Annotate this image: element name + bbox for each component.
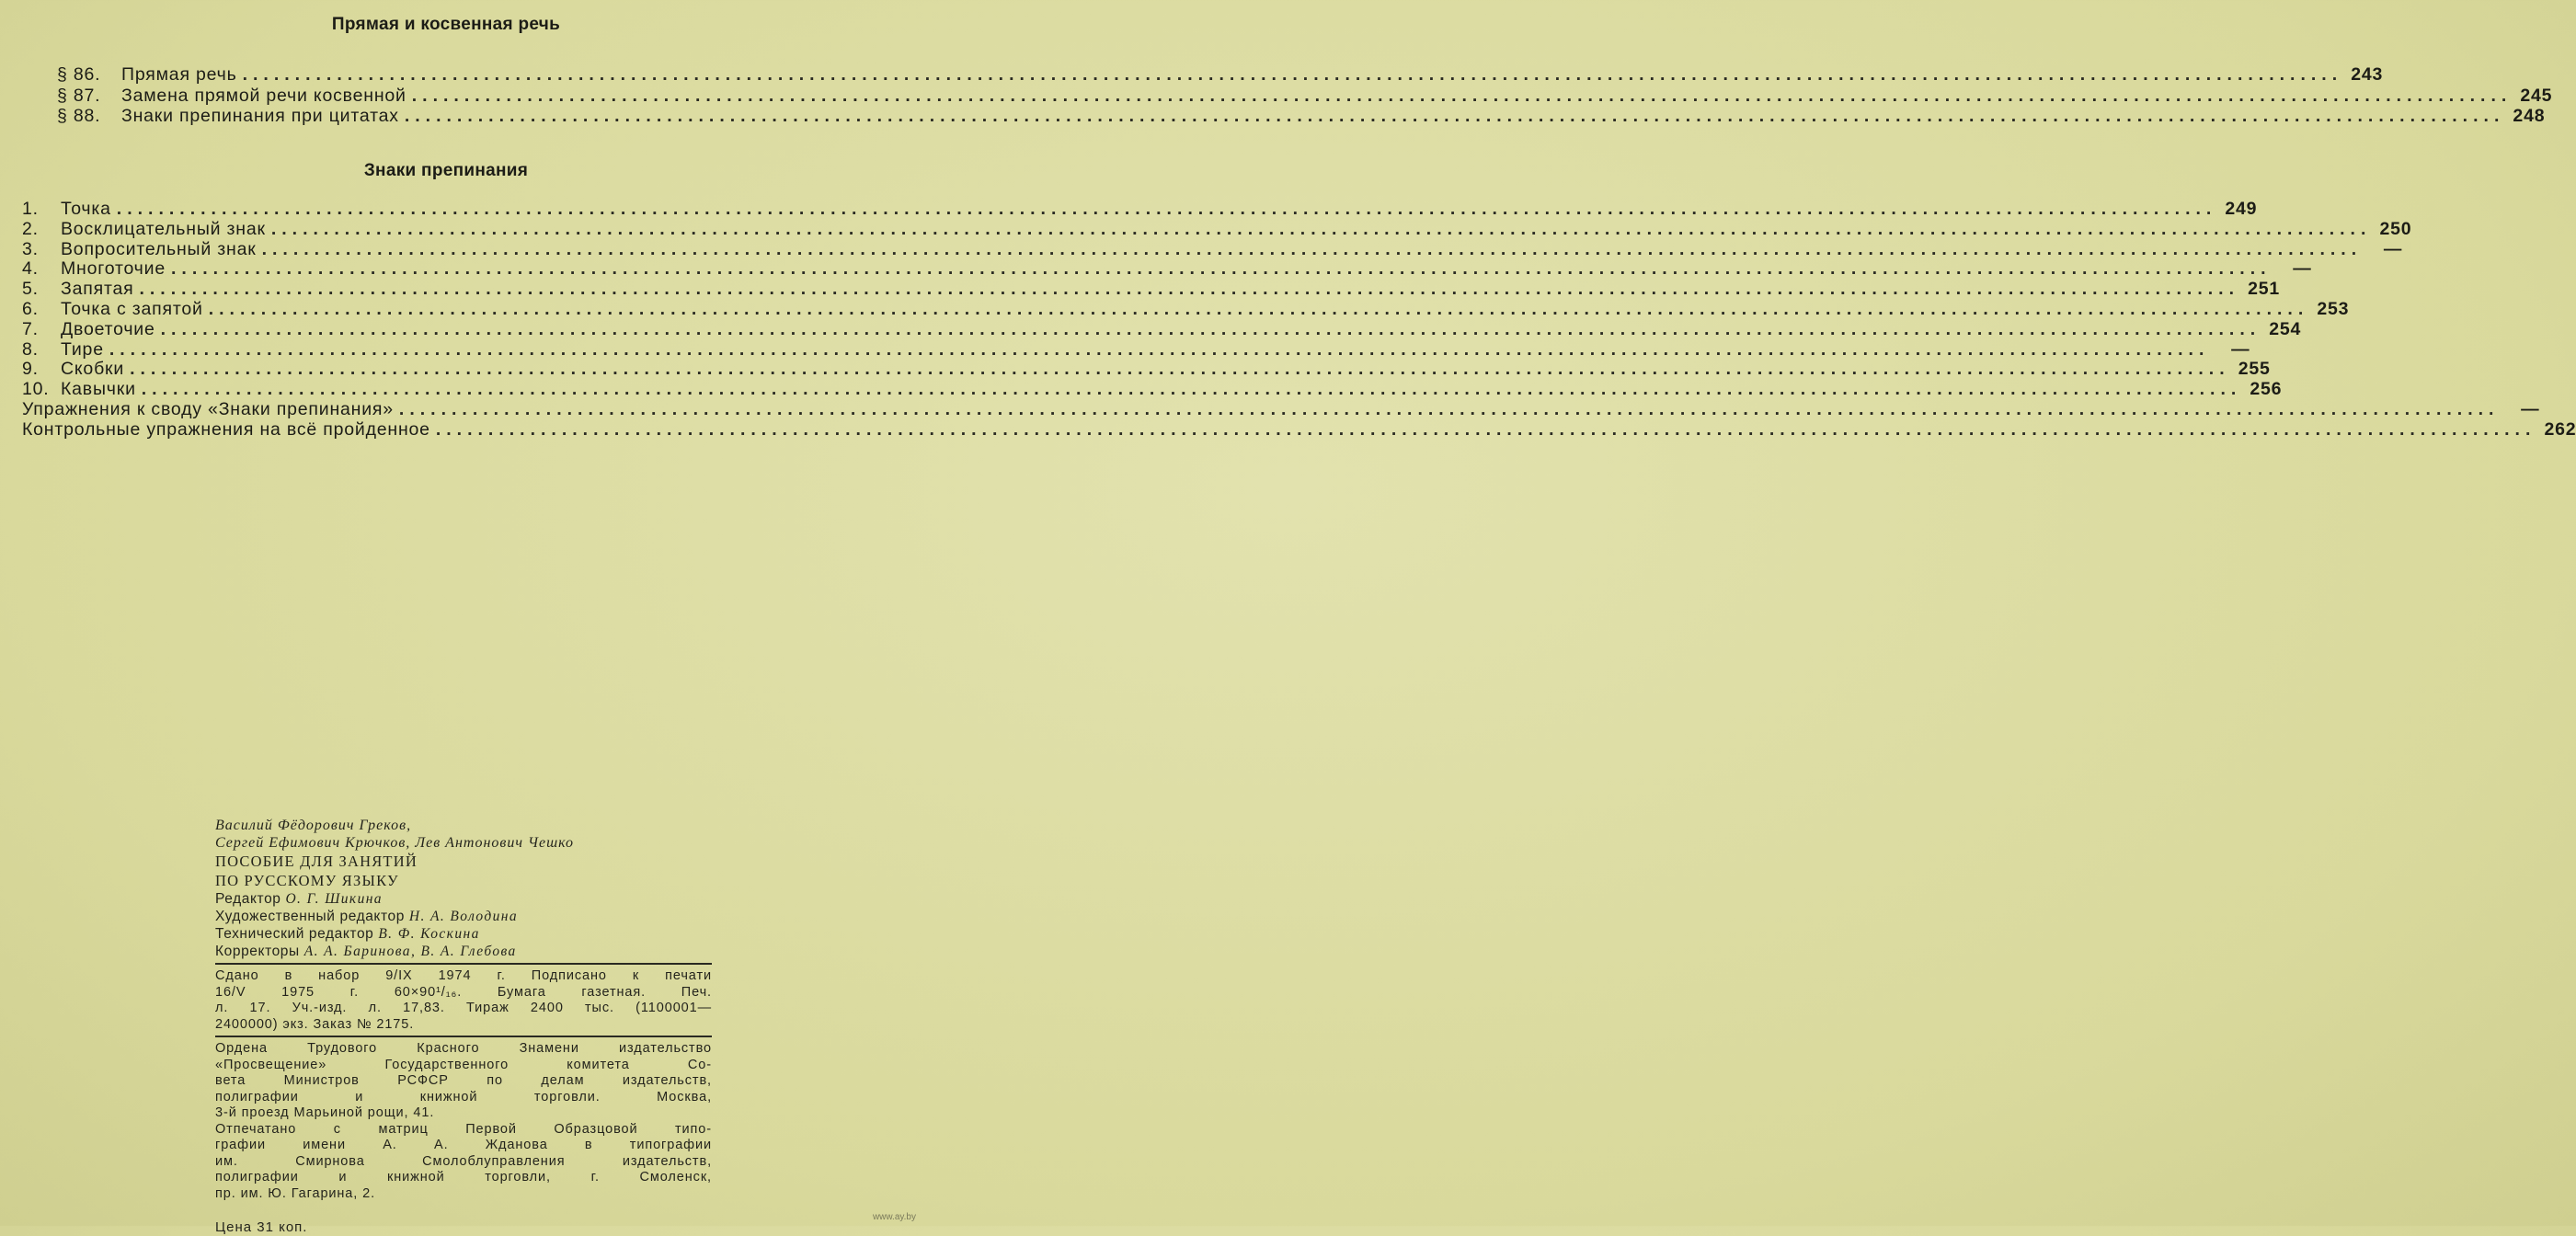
toc-entry-number: 2.	[22, 218, 39, 239]
toc-entry	[22, 298, 2350, 320]
colophon	[215, 817, 712, 1236]
toc-entry-number: 5.	[22, 279, 39, 300]
toc-leader-dots: ........................................................................................................................................................................................................	[139, 279, 2240, 300]
section-title-punctuation: Знаки препинания	[363, 161, 529, 180]
toc-entry-title: Замена прямой речи косвенной	[121, 85, 406, 106]
toc-leader-dots: ........................................................................................................................................................................................................	[261, 238, 2363, 259]
correctors-names: А. А. Баринова, В. А. Глебова	[303, 944, 517, 959]
colophon-text-line: л. 17. Уч.-изд. л. 17,83. Тираж 2400 тыс. (1100001—	[215, 1001, 712, 1015]
toc-leader-dots: ........................................................................................................................................................................................................	[160, 318, 2261, 339]
toc-entry	[22, 318, 2302, 340]
toc-entry-title: Вопросительный знак	[61, 238, 257, 259]
editor-role: Редактор	[215, 891, 281, 907]
toc-leader-dots: ........................................................................................................................................................................................................	[130, 359, 2230, 380]
colophon-text-line: «Просвещение» Государственного комитета Со-	[215, 1057, 712, 1072]
toc-entry-title: Многоточие	[61, 258, 166, 280]
toc-leader-dots: ........................................................................................................................................................................................................	[411, 85, 2513, 106]
toc-entry-number: 4.	[22, 258, 39, 280]
toc-entry-page: 255	[2238, 359, 2271, 380]
toc-entry-number: § 88.	[57, 106, 101, 126]
book-title-line-1: ПОСОБИЕ ДЛЯ ЗАНЯТИЙ	[215, 853, 418, 870]
divider-rule	[215, 963, 712, 965]
watermark: www.ay.by	[872, 1212, 916, 1222]
toc-entry-title: Точка	[61, 199, 111, 219]
toc-entry	[22, 359, 2271, 380]
toc-entry-page: —	[2293, 258, 2312, 280]
toc-entry-number: 9.	[22, 359, 39, 380]
colophon-text-line: вета Министров РСФСР по делам издательств,	[215, 1073, 712, 1088]
toc-entry-title: Тире	[61, 338, 104, 360]
toc-leader-dots: ........................................................................................................................................................................................................	[170, 258, 2272, 280]
toc-entry	[57, 64, 2384, 86]
tech-editor-line	[215, 925, 712, 943]
toc-entry-number: 7.	[22, 318, 39, 339]
toc-leader-dots: ........................................................................................................................................................................................................	[270, 218, 2372, 239]
toc-list-punctuation	[22, 199, 2576, 441]
book-title-line-2: ПО РУССКОМУ ЯЗЫКУ	[215, 872, 399, 889]
toc-entry-title: Прямая речь	[121, 64, 237, 85]
toc-entry-title: Знаки препинания при цитатах	[121, 106, 399, 126]
art-editor-name: Н. А. Володина	[408, 909, 518, 924]
correctors-role: Корректоры	[215, 944, 300, 959]
toc-entry-page: 243	[2351, 64, 2384, 85]
toc-entry-number: § 86.	[57, 64, 101, 85]
toc-entry-title: Точка с запятой	[61, 298, 203, 319]
toc-entry	[57, 85, 2553, 107]
toc-leader-dots: ........................................................................................................................................................................................................	[141, 379, 2242, 400]
toc-entry-page: —	[2521, 398, 2540, 419]
toc-entry-page: —	[2383, 238, 2403, 259]
author-line-2: Сергей Ефимович Крючков, Лев Антонович Чешко	[215, 835, 575, 851]
toc-entry-page: 256	[2250, 379, 2283, 400]
colophon-text-line: графии имени А. А. Жданова в типографии	[215, 1138, 712, 1152]
toc-list-direct-speech	[57, 64, 2553, 127]
toc-entry-page: —	[2231, 338, 2250, 360]
print-data-block	[215, 968, 712, 1033]
art-editor-role: Художественный редактор	[215, 909, 405, 924]
toc-entry-title: Контрольные упражнения на всё пройденное	[22, 418, 430, 440]
tech-editor-name: В. Ф. Коскина	[378, 926, 480, 942]
toc-leader-dots: ........................................................................................................................................................................................................	[435, 418, 2536, 440]
toc-entry-page: 249	[2225, 199, 2258, 219]
editor-name: О. Г. Шикина	[285, 891, 383, 907]
colophon-text-line: Отпечатано с матриц Первой Образцовой типо-	[215, 1121, 712, 1137]
toc-entry-page: 251	[2248, 279, 2281, 300]
toc-entry-page: 250	[2379, 218, 2412, 239]
toc-entry-number: 10.	[22, 379, 50, 400]
toc-entry-title: Кавычки	[61, 379, 136, 400]
toc-leader-dots: ........................................................................................................................................................................................................	[398, 398, 2500, 419]
toc-leader-dots: ........................................................................................................................................................................................................	[242, 64, 2343, 85]
tech-editor-role: Технический редактор	[215, 926, 374, 942]
toc-entry	[22, 338, 2250, 360]
toc-entry	[57, 106, 2546, 127]
toc-entry	[22, 418, 2576, 441]
toc-entry-number: 6.	[22, 298, 39, 319]
toc-entry-title: Двоеточие	[61, 318, 155, 339]
toc-entry-page: 245	[2520, 85, 2553, 106]
toc-entry-number: 3.	[22, 238, 39, 259]
correctors-line	[215, 943, 712, 960]
colophon-text-line: пр. им. Ю. Гагарина, 2.	[215, 1185, 376, 1201]
toc-entry-title: Запятая	[61, 279, 134, 300]
art-editor-line	[215, 908, 712, 925]
toc-entry-number: 1.	[22, 199, 39, 219]
toc-entry-title: Восклицательный знак	[61, 218, 266, 239]
toc-entry-page: 248	[2513, 106, 2546, 126]
toc-entry	[22, 218, 2412, 240]
colophon-text-line: 3-й проезд Марьиной рощи, 41.	[215, 1105, 435, 1120]
printer-block	[215, 1122, 712, 1203]
toc-entry-page: 262	[2544, 418, 2576, 440]
divider-rule	[215, 1036, 712, 1037]
toc-entry	[22, 398, 2540, 420]
editor-line	[215, 890, 712, 908]
toc-entry-title: Скобки	[61, 359, 125, 380]
colophon-text-line: полиграфии и книжной торговли. Москва,	[215, 1089, 712, 1104]
toc-entry-page: 254	[2269, 318, 2302, 339]
publisher-block	[215, 1041, 712, 1122]
toc-entry	[22, 379, 2283, 400]
author-line-1: Василий Фёдорович Греков,	[215, 818, 412, 833]
toc-leader-dots: ........................................................................................................................................................................................................	[404, 106, 2505, 126]
price: Цена 31 коп.	[215, 1219, 308, 1235]
toc-leader-dots: ........................................................................................................................................................................................................	[116, 199, 2217, 219]
toc-entry-page: 253	[2317, 298, 2350, 319]
toc-entry	[22, 199, 2258, 220]
colophon-text-line: Ордена Трудового Красного Знамени издательство	[215, 1041, 712, 1056]
toc-entry	[22, 238, 2403, 260]
colophon-text-line: 16/V 1975 г. 60×90¹/₁₆. Бумага газетная. Печ.	[215, 984, 712, 1000]
toc-leader-dots: ........................................................................................................................................................................................................	[208, 298, 2309, 319]
toc-leader-dots: ........................................................................................................................................................................................................	[109, 338, 2210, 360]
toc-entry-number: 8.	[22, 338, 39, 360]
colophon-text-line: Сдано в набор 9/IX 1974 г. Подписано к печати	[215, 968, 712, 983]
colophon-text-line: им. Смирнова Смолоблуправления издательств,	[215, 1153, 712, 1169]
toc-entry	[22, 258, 2312, 280]
toc-entry-title: Упражнения к своду «Знаки препинания»	[22, 398, 394, 419]
section-title-direct-speech: Прямая и косвенная речь	[331, 15, 561, 34]
colophon-text-line: 2400000) экз. Заказ № 2175.	[215, 1016, 415, 1032]
colophon-text-line: полиграфии и книжной торговли, г. Смоленск,	[215, 1170, 712, 1184]
toc-entry-number: § 87.	[57, 85, 101, 106]
toc-entry	[22, 279, 2281, 300]
